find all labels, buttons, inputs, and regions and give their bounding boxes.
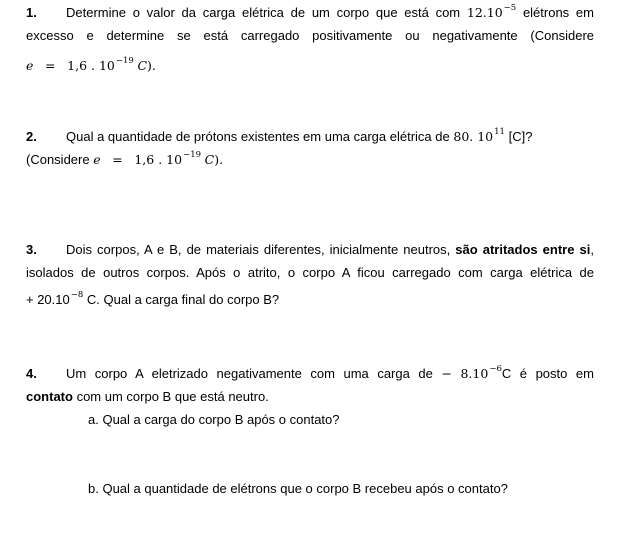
q3-bold: são atritados entre si <box>455 242 591 257</box>
q2-line-1 <box>26 129 594 147</box>
q3-line-2: isolados de outros corpos. Após o atrito, o corpo A ficou carregado com carga elétrica de <box>26 265 594 280</box>
q4-number: 4. <box>26 366 37 381</box>
q1-number: 1. <box>26 5 37 20</box>
q2-e-exp: −19 <box>183 150 202 160</box>
q2-coef: 80. 10 <box>453 129 494 144</box>
q1-line-3 <box>26 58 594 76</box>
q2-text-a: Qual a quantidade de prótons existentes em uma carga elétrica de <box>66 129 450 144</box>
q3-charge: + 20.10 <box>26 292 70 307</box>
q1-text-b: elétrons em <box>522 5 594 20</box>
q1-exp: −5 <box>503 3 517 13</box>
q2-unit: [C]? <box>508 129 533 144</box>
q4-sub-a: a. Qual a carga do corpo B após o contato? <box>88 412 340 427</box>
q1-line-2: excesso e determine se está carregado positivamente ou negativamente (Considere <box>26 28 594 43</box>
q1-eq: = <box>45 58 56 73</box>
q1-e-unit: C <box>137 58 148 73</box>
q4-exp: −6 <box>489 364 502 374</box>
q1-line-1 <box>26 5 594 23</box>
q3-number: 3. <box>26 242 37 257</box>
q2-eq: = <box>112 152 123 167</box>
q2-e-var: e <box>93 152 101 167</box>
q1-coef: 12.10 <box>466 5 503 20</box>
q4-text-b: C é posto em <box>501 366 594 381</box>
q1-e-exp: −19 <box>115 56 134 66</box>
q3-text-end: C. Qual a carga final do corpo B? <box>86 292 280 307</box>
q1-text-a: Determine o valor da carga elétrica de um corpo que está com <box>66 5 461 20</box>
q4-bold: contato <box>26 389 73 404</box>
q2-line-2 <box>26 152 594 170</box>
q1-close: ). <box>147 58 156 73</box>
q2-e-unit: C <box>204 152 215 167</box>
q4-line-2 <box>26 389 594 405</box>
q4-line2-rest: com um corpo B que está neutro. <box>76 389 269 404</box>
q3-text-a: Dois corpos, A e B, de materiais diferentes, inicialmente neutros, <box>66 242 451 257</box>
q2-exp: 11 <box>494 127 505 137</box>
q2-close: ). <box>214 152 224 167</box>
q3-line-1 <box>26 242 594 258</box>
q4-line-1 <box>26 366 594 384</box>
q1-e-val: 1,6 . 10 <box>67 58 115 73</box>
q3-exp: −8 <box>70 290 84 300</box>
q4-minus: − <box>441 366 452 381</box>
q2-number: 2. <box>26 129 37 144</box>
q1-e-var: e <box>26 58 34 73</box>
q3-comma: , <box>590 242 594 257</box>
q4-coef: 8.10 <box>460 366 489 381</box>
q1-electron-count <box>467 5 516 20</box>
q2-consider: (Considere <box>26 152 90 167</box>
q4-sub-b: b. Qual a quantidade de elétrons que o corpo B recebeu após o contato? <box>88 481 508 496</box>
q2-e-val: 1,6 . 10 <box>134 152 183 167</box>
q4-text-a: Um corpo A eletrizado negativamente com uma carga de <box>66 366 433 381</box>
q3-line-3 <box>26 292 594 310</box>
